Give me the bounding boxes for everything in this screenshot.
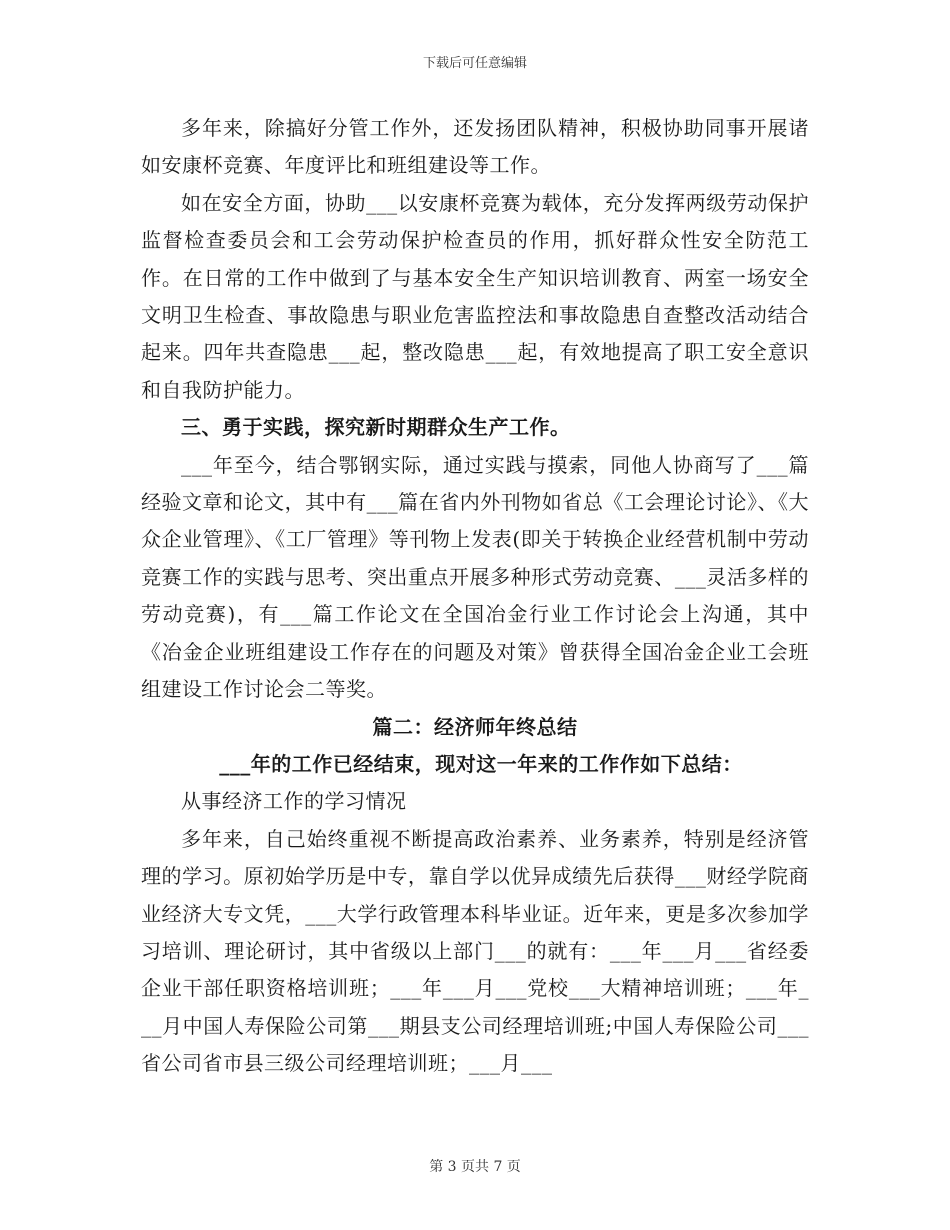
document-body [141,110,809,1083]
heading-section-three: 三、勇于实践，探究新时期群众生产工作。 [181,415,571,440]
paragraph-study: 多年来，自己始终重视不断提高政治素养、业务素养，特别是经济管理的学习。原初始学历是中专，靠自学以优异成绩先后获得___财经学院商业经济大专文凭，___大学行政管理本科毕业证。近年来，更是多次参加学习培训、理论研讨，其中省级以上部门___的就有：___年___月___省经委企业干部任职资格培训班；___年___月___党校___大精神培训班；___年___月中国人寿保险公司第___期县支公司经理培训班;中国人寿保险公司___省公司省市县三级公司经理培训班；___月___ [141,826,809,1076]
paragraph-papers: ___年至今，结合鄂钢实际，通过实践与摸索，同他人协商写了___篇经验文章和论文，其中有___篇在省内外刊物如省总《工会理论讨论》、《大众企业管理》、《工厂管理》等刊物上发表(即关于转换企业经营机制中劳动竞赛工作的实践与思考、突出重点开展多种形式劳动竞赛、___灵活多样的劳动竞赛)，有___篇工作论文在全国冶金行业工作讨论会上沟通，其中《冶金企业班组建设工作存在的问题及对策》曾获得全国冶金企业工会班组建设工作讨论会二等奖。 [141,452,809,702]
section-title: 篇二：经济师年终总结 [372,714,578,739]
page-header: 下载后可任意编辑 [422,56,527,71]
page-number: 第 3 页共 7 页 [429,1159,521,1175]
paragraph-safety: 如在安全方面，协助___以安康杯竞赛为载体，充分发挥两级劳动保护监督检查委员会和工会劳动保护检查员的作用，抓好群众性安全防范工作。在日常的工作中做到了与基本安全生产知识培训教育、两室一场安全文明卫生检查、事故隐患与职业危害监控法和事故隐患自查整改活动结合起来。四年共查隐患___起，整改隐患___起，有效地提高了职工安全意识和自我防护能力。 [141,190,809,402]
section-intro: ___年的工作已经结束，现对这一年来的工作作如下总结： [219,751,743,776]
paragraph-team-spirit: 多年来，除搞好分管工作外，还发扬团队精神，积极协助同事开展诸如安康杯竞赛、年度评比和班组建设等工作。 [141,116,809,178]
subheading-study: 从事经济工作的学习情况 [181,789,407,814]
